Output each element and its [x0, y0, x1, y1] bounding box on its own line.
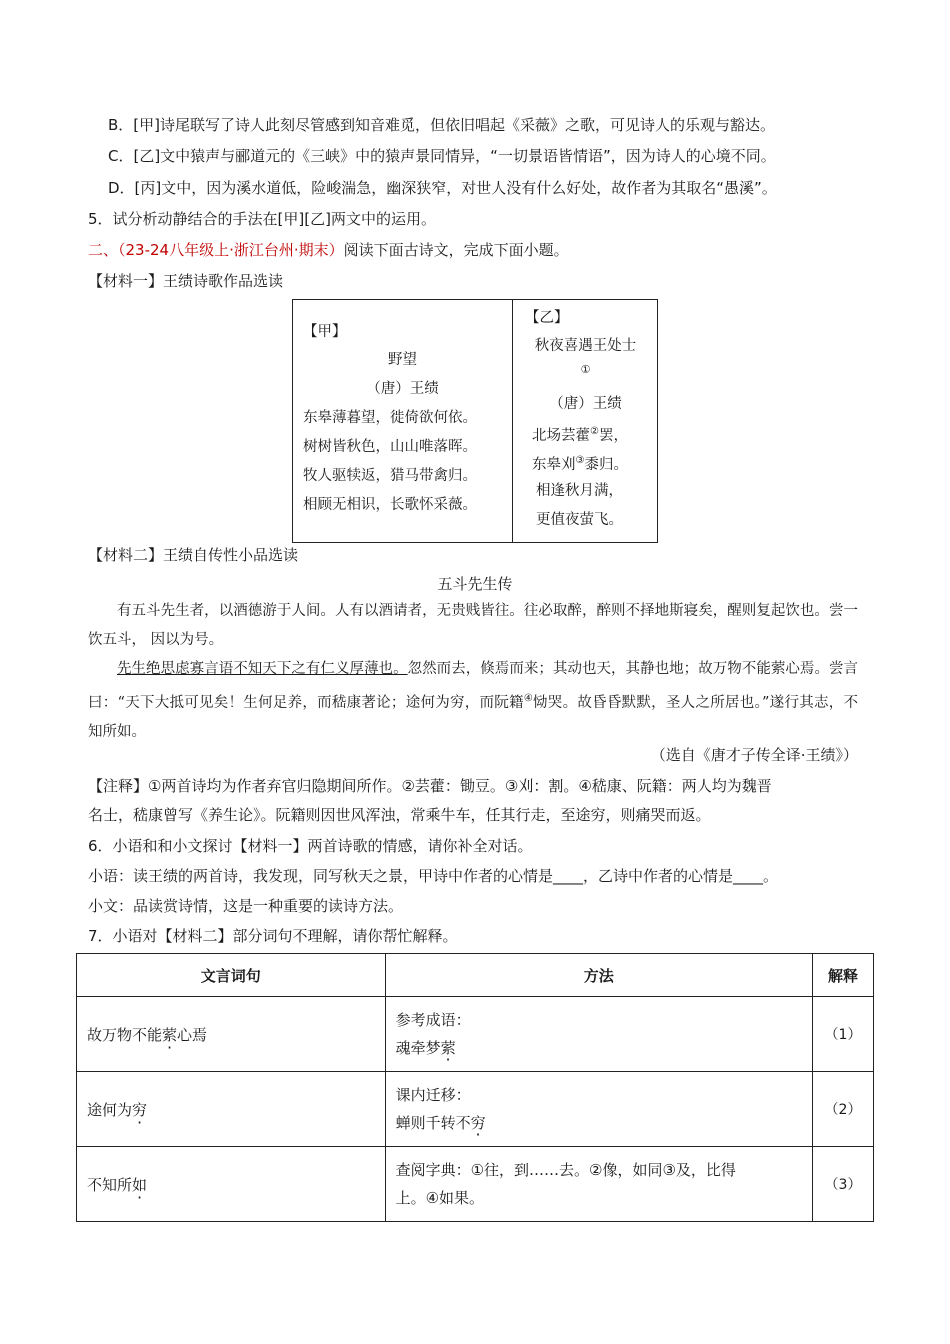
- header-method: 方法: [385, 954, 812, 997]
- poem-b-tag: 【乙】: [525, 310, 569, 326]
- material-2-heading: 【材料二】王绩自传性小品选读: [88, 546, 299, 564]
- xiaowen-line: 小文：品读赏诗情，这是一种重要的读诗方法。: [88, 897, 404, 915]
- table-row: [77, 997, 874, 1072]
- poem-a-tag: 【甲】: [303, 324, 347, 340]
- phrase-cell: 故万物不能萦心焉: [77, 997, 386, 1072]
- poem-a-line-4: 相顾无相识，长歌怀采薇。: [303, 497, 477, 513]
- poem-b-line-4: 更值夜萤飞。: [536, 512, 623, 528]
- notes-line-1: 【注释】①两首诗均为作者弃官归隐期间所作。②芸藿：锄豆。③刈：割。④嵇康、阮籍：两人均为魏晋: [88, 777, 772, 795]
- header-answer: 解释: [812, 954, 873, 997]
- table-header-row: [77, 954, 874, 997]
- essay-paragraph-2: 先生绝思虑寡言语不知天下之有仁义厚薄也。忽然而去，倏焉而来；其动也天，其静也地；故万物不能萦心焉。尝言曰：“天下大抵可见矣！生何足养，而嵇康著论；途何为穷，而阮籍④恸哭。故昏昏默默，圣人之所居也。”遂行其志，不知所如。: [88, 661, 859, 740]
- answer-blank-1[interactable]: （1）: [812, 997, 873, 1072]
- poem-b-note-mark: ①: [580, 363, 591, 376]
- xiaoyu-line: 小语：读王绩的两首诗，我发现，同写秋天之景，甲诗中作者的心情是____，乙诗中作者的心情是____。: [88, 867, 779, 885]
- notes-line-2: 名士，嵇康曾写《养生论》。阮籍则因世风浑浊，常乘牛车，任其行走，至途穷，则痛哭而返。: [88, 806, 711, 824]
- poem-b-line-2: 东皋刈③黍归。: [532, 455, 628, 473]
- section-prefix: 二、: [88, 241, 119, 259]
- option-d: D．[丙]文中，因为溪水道低，险峻湍急，幽深狭窄，对世人没有什么好处，故作者为其取名“愚溪”。: [108, 179, 777, 197]
- poem-b-author: （唐）王绩: [549, 396, 622, 412]
- underlined-sentence: 先生绝思虑寡言语不知天下之有仁义厚薄也。: [117, 661, 408, 677]
- poem-divider: [512, 300, 513, 542]
- table-row: [77, 1072, 874, 1147]
- table-row: [77, 1147, 874, 1222]
- phrase-cell: 途何为穷: [77, 1072, 386, 1147]
- answer-blank-3[interactable]: （3）: [812, 1147, 873, 1222]
- option-c: C．[乙]文中猿声与郦道元的《三峡》中的猿声景同情异，“一切景语皆情语”，因为诗人的心境不同。: [108, 147, 776, 165]
- poem-a-line-1: 东皋薄暮望，徙倚欲何依。: [303, 410, 477, 426]
- poem-box: [292, 299, 658, 543]
- question-6: 6．小语和和小文探讨【材料一】两首诗歌的情感，请你补全对话。: [88, 837, 533, 855]
- section-source: （23-24八年级上·浙江台州·期末）: [118, 241, 344, 259]
- q7-table: [76, 953, 874, 1222]
- essay-source: （选自《唐才子传全译·王绩》）: [650, 746, 858, 764]
- section-2-header: [88, 240, 569, 260]
- poem-a-author: （唐）王绩: [366, 381, 439, 397]
- poem-b-title: 秋夜喜遇王处士: [534, 338, 637, 354]
- section-instruction: 阅读下面古诗文，完成下面小题。: [343, 241, 569, 259]
- method-cell: 课内迁移： 蝉则千转不穷: [385, 1072, 812, 1147]
- question-5: 5．试分析动静结合的手法在[甲][乙]两文中的运用。: [88, 210, 436, 228]
- method-cell: 参考成语： 魂牵梦萦: [385, 997, 812, 1072]
- poem-a-line-2: 树树皆秋色，山山唯落晖。: [303, 439, 477, 455]
- header-phrase: 文言词句: [77, 954, 386, 997]
- essay-title: 五斗先生传: [437, 575, 513, 593]
- poem-a-line-3: 牧人驱犊返，猎马带禽归。: [303, 468, 477, 484]
- material-1-heading: 【材料一】王绩诗歌作品选读: [88, 272, 284, 290]
- answer-blank-2[interactable]: （2）: [812, 1072, 873, 1147]
- question-7: 7．小语对【材料二】部分词句不理解，请你帮忙解释。: [88, 927, 458, 945]
- essay-paragraph-1: 有五斗先生者，以酒德游于人间。人有以酒请者，无贵贱皆往。往必取醉，醉则不择地斯寝矣，醒则复起饮也。尝一饮五斗， 因以为号。: [88, 603, 858, 648]
- poem-a-title: 野望: [388, 352, 417, 368]
- poem-b-line-1: 北场芸藿②罢，: [532, 426, 628, 444]
- option-b: B．[甲]诗尾联写了诗人此刻尽管感到知音难觅，但依旧唱起《采薇》之歌，可见诗人的乐观与豁达。: [108, 116, 775, 134]
- method-cell: 查阅字典：①往，到……去。②像，如同③及，比得 上。④如果。: [385, 1147, 812, 1222]
- phrase-cell: 不知所如: [77, 1147, 386, 1222]
- poem-b-line-3: 相逢秋月满，: [536, 483, 623, 499]
